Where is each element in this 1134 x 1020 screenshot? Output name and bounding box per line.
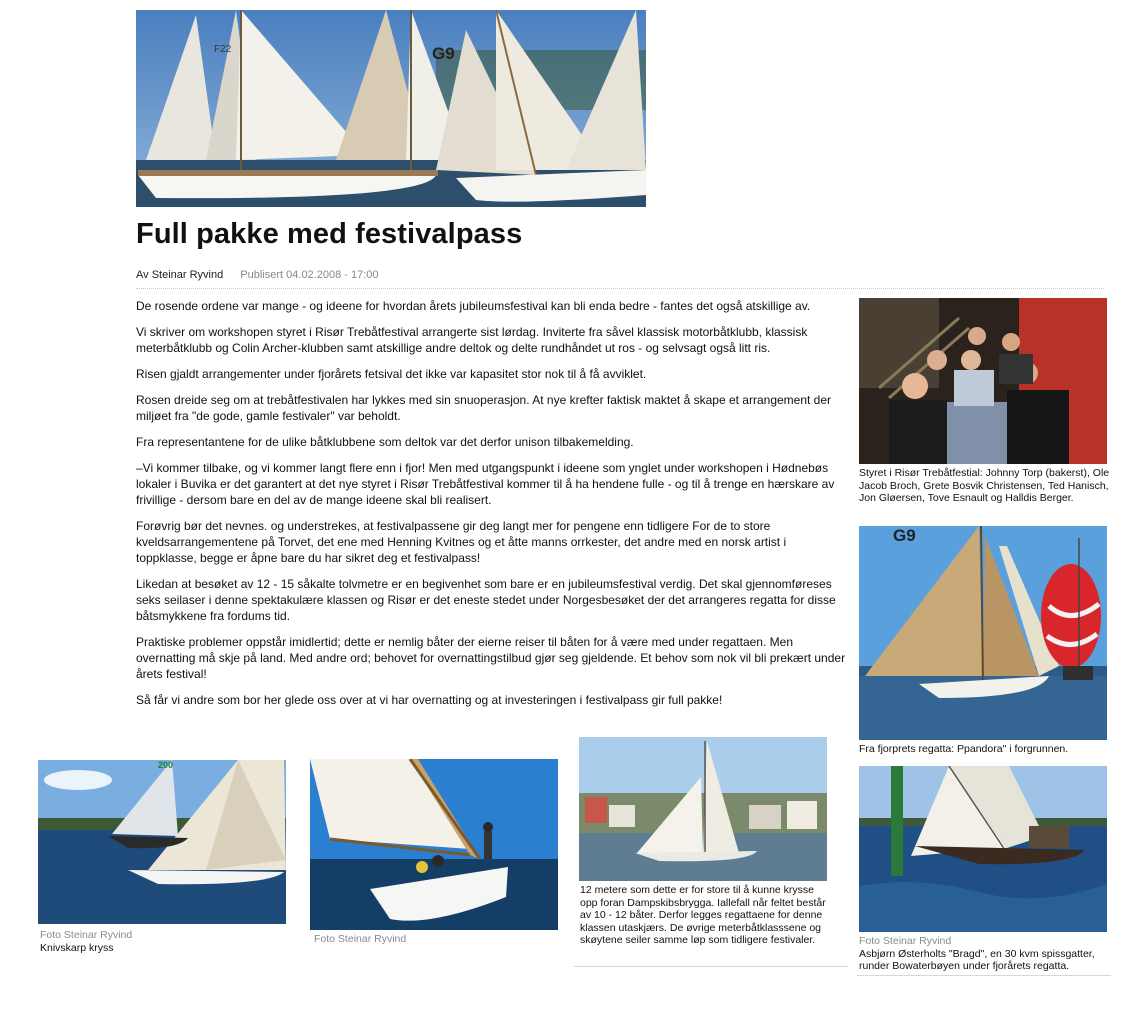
paragraph: Praktiske problemer oppstår imidlertid; dette er nemlig båter der eierne reiser til båten for å være med under regattaen. Men overnatting må skje på land. Med andre ord; behovet for overnattingstilbud gjør seg gjeldende. Et behov som nok vil bli prekært under årets festival! [136,635,846,681]
paragraph: Så får vi andre som bor her glede oss over at vi har overnatting og at investeringen i festivalpass gir full pakke! [136,693,723,707]
regatta-caption: Fra fjorprets regatta: Ppandora" i forgrunnen. [859,743,1069,755]
board-photo [859,298,1107,464]
byline [136,269,379,281]
article-body [136,298,850,718]
title-divider [136,288,1104,289]
crew-caption-block [314,933,562,946]
knivskarp-photo [38,760,286,924]
harbor-caption: 12 metere som dette er for store til å kunne krysse opp foran Dampskibsbrygga. Iallefall når feltet består av 10 - 12 båter. Derfor legges regattaene for denne klassen utaskjærs. De øvrige meterbåtklasssene og skøytene seiler samme løp som tidligere festivaler. [580,884,826,946]
bragd-credit: Foto Steinar Ryvind [859,935,952,947]
hero-sail-number-f22: F22 [214,44,232,55]
paragraph: Rosen dreide seg om at trebåtfestivalen har lykkes med sin snuoperasjon. At nye krefter faktisk maktet å skape et arrangement der miljøet fra "de gode, gamle festivaler" var beholdt. [136,393,832,423]
article-title: Full pakke med festivalpass [136,218,523,250]
hero-photo [136,10,646,207]
knivskarp-caption-block [40,929,288,954]
publish-date: Publisert 04.02.2008 - 17:00 [240,269,379,281]
author: Av Steinar Ryvind [136,269,224,281]
crew-credit: Foto Steinar Ryvind [314,933,407,945]
regatta-sail-number: G9 [893,526,916,545]
paragraph: De rosende ordene var mange - og ideene for hvordan årets jubileumsfestival kan bli enda bedre - fantes det også atskillige av. [136,299,811,313]
harbor-rule [574,966,848,967]
hero-sail-number-g9: G9 [432,44,455,63]
bragd-caption-block [859,935,1111,973]
paragraph: –Vi kommer tilbake, og vi kommer langt flere enn i fjor! Men med utgangspunkt i ideene som ynglet under workshopen i Hødnebøs lokaler i Buvika er det garantert at det nye styret i Risør Trebåtfestival kommer til å ha hendene fulle - og til å trenge en hærskare av frivillige - dersom bare en del av de mange ideene skal bli realisert. [136,461,835,507]
bragd-photo [859,766,1107,932]
bragd-rule [857,975,1111,976]
paragraph: Vi skriver om workshopen styret i Risør Trebåtfestival arrangerte sist lørdag. Inviterte fra såvel klassisk motorbåtklubb, klassisk meterbåtklubb og Colin Archer-klubben samt atskillige andre deltok og delte rundhåndet ut ros - og selvsagt også litt ris. [136,325,808,355]
bragd-caption: Asbjørn Østerholts "Bragd", en 30 kvm spissgatter, runder Bowaterbøyen under fjorårets regatta. [859,947,1095,972]
paragraph: Fra representantene for de ulike båtklubbene som deltok var det derfor unison tilbakemelding. [136,435,634,449]
crew-photo [310,759,558,930]
paragraph: Likedan at besøket av 12 - 15 såkalte tolvmetre er en begivenhet som bare er en jubileumsfestival verdig. Det skal gjennomføreses seks seilaser i denne spektakulære klassen og Risør er det eneste stedet under Norgesbesøket der det arrangeres regatta for disse båtsmykkene fra fordums tid. [136,577,836,623]
harbor-photo [579,737,827,881]
paragraph: Forøvrig bør det nevnes. og understrekes, at festivalpassene gir deg langt mer for pengene enn tidligere For de to store kveldsarrangementene på Torvet, det ene med Henning Kvitnes og et åtte manns orrkester, det andre med en norsk artist i toppklasse, begge er åpne bare du har sikret deg et festivalpass! [136,519,787,565]
knivskarp-sail-number: 200 [158,760,174,770]
board-caption: Styret i Risør Trebåtfestial: Johnny Torp (bakerst), Ole Jacob Broch, Grete Bosvik Christensen, Ted Hanisch, Jon Gløersen, Tove Esnault og Halldis Berger. [859,467,1110,504]
knivskarp-credit: Foto Steinar Ryvind [40,929,133,941]
knivskarp-caption: Knivskarp kryss [40,941,114,954]
paragraph: Risen gjaldt arrangementer under fjorårets fetsival det ikke var kapasitet stor nok til å få avviklet. [136,367,647,381]
regatta-photo [859,526,1107,740]
